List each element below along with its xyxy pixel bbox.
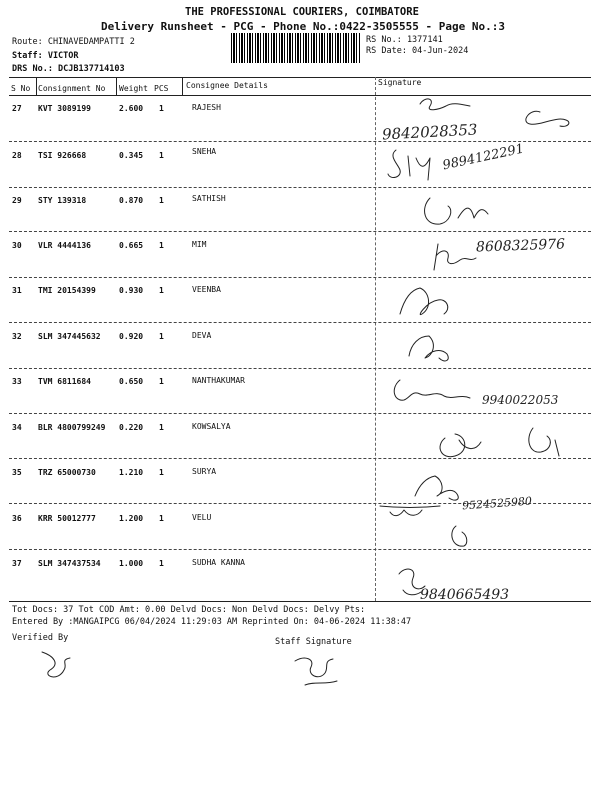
row-consignment: KRR 50012777 — [38, 514, 96, 523]
staff-label: Staff: VICTOR — [12, 51, 79, 61]
row-weight: 1.200 — [119, 514, 144, 523]
col-divider — [116, 77, 117, 95]
row-sno: 29 — [12, 196, 22, 205]
row-pcs: 1 — [159, 241, 164, 250]
signature-row-29 — [400, 188, 520, 233]
row-consignment: TMI 20154399 — [38, 286, 96, 295]
col-divider — [36, 77, 37, 95]
row-consignee: SATHISH — [192, 194, 226, 203]
row-pcs: 1 — [159, 377, 164, 386]
verified-by-label: Verified By — [12, 633, 69, 643]
row-consignee: RAJESH — [192, 103, 221, 112]
signature-row-36 — [370, 496, 470, 556]
row-consignee: DEVA — [192, 331, 212, 340]
row-pcs: 1 — [159, 196, 164, 205]
row-separator — [9, 277, 591, 278]
verified-by-signature — [30, 640, 90, 690]
handwritten-phone: 9940022053 — [482, 393, 559, 407]
row-pcs: 1 — [159, 514, 164, 523]
row-weight: 0.220 — [119, 423, 144, 432]
drs-number: DRS No.: DCJB137714103 — [12, 64, 125, 74]
row-weight: 2.600 — [119, 104, 144, 113]
row-consignment: SLM 347445632 — [38, 332, 101, 341]
col-header-signature: Signature — [378, 78, 422, 87]
row-sno: 35 — [12, 468, 22, 477]
row-consignment: TRZ 65000730 — [38, 468, 96, 477]
row-consignment: BLR 4800799249 — [38, 423, 106, 432]
row-separator — [9, 413, 591, 414]
row-sno: 30 — [12, 241, 22, 250]
row-consignee: SURYA — [192, 467, 217, 476]
row-weight: 0.920 — [119, 332, 144, 341]
row-consignee: SNEHA — [192, 147, 217, 156]
row-separator — [9, 322, 591, 323]
entered-by-line: Entered By :MANGAIPCG 06/04/2024 11:29:03 AM Reprinted On: 04-06-2024 11:38:47 — [12, 617, 412, 627]
row-weight: 0.650 — [119, 377, 144, 386]
staff-signature-label: Staff Signature — [275, 637, 352, 647]
row-weight: 0.665 — [119, 241, 144, 250]
row-weight: 0.930 — [119, 286, 144, 295]
row-sno: 31 — [12, 286, 22, 295]
signature-row-34 — [425, 420, 575, 465]
row-sno: 37 — [12, 559, 22, 568]
row-consignment: KVT 3089199 — [38, 104, 91, 113]
company-title: THE PROFESSIONAL COURIERS, COIMBATORE — [185, 6, 419, 18]
col-header-consignment: Consignment No — [38, 84, 106, 93]
row-consignment: TVM 6811684 — [38, 377, 91, 386]
row-separator — [9, 549, 591, 550]
row-separator — [9, 368, 591, 369]
row-weight: 1.000 — [119, 559, 144, 568]
handwritten-phone: 9894122291 — [441, 141, 526, 174]
handwritten-phone: 8608325976 — [475, 236, 566, 256]
row-consignment: SLM 347437534 — [38, 559, 101, 568]
row-weight: 0.870 — [119, 196, 144, 205]
row-weight: 0.345 — [119, 151, 144, 160]
barcode — [231, 33, 361, 63]
row-consignee: NANTHAKUMAR — [192, 376, 245, 385]
rs-date: RS Date: 04-Jun-2024 — [366, 46, 469, 56]
totals-line: Tot Docs: 37 Tot COD Amt: 0.00 Delvd Docs: Non Delvd Docs: Delvy Pts: — [12, 605, 366, 615]
row-weight: 1.210 — [119, 468, 144, 477]
row-consignee: MIM — [192, 240, 207, 249]
handwritten-phone: 9842028353 — [381, 120, 478, 144]
row-sno: 32 — [12, 332, 22, 341]
row-pcs: 1 — [159, 104, 164, 113]
route-label: Route: CHINAVEDAMPATTI 2 — [12, 37, 135, 47]
row-pcs: 1 — [159, 151, 164, 160]
row-pcs: 1 — [159, 332, 164, 341]
row-sno: 27 — [12, 104, 22, 113]
staff-signature — [285, 645, 355, 695]
table-top-border — [9, 77, 591, 78]
row-consignee: KOWSALYA — [192, 422, 231, 431]
handwritten-phone: 9524525980 — [461, 494, 533, 513]
handwritten-phone: 9840665493 — [420, 587, 510, 603]
row-pcs: 1 — [159, 286, 164, 295]
row-consignee: VEENBA — [192, 285, 221, 294]
col-header-pcs: PCS — [154, 84, 169, 93]
col-header-consignee: Consignee Details — [186, 81, 268, 90]
row-pcs: 1 — [159, 468, 164, 477]
rs-number: RS No.: 1377141 — [366, 35, 443, 45]
row-sno: 34 — [12, 423, 22, 432]
row-pcs: 1 — [159, 559, 164, 568]
signature-row-32 — [395, 326, 485, 368]
row-consignee: SUDHA KANNA — [192, 558, 245, 567]
col-divider — [182, 77, 183, 95]
signature-row-30 — [380, 236, 480, 276]
row-sno: 28 — [12, 151, 22, 160]
row-consignment: TSI 926668 — [38, 151, 87, 160]
row-pcs: 1 — [159, 423, 164, 432]
row-consignment: VLR 4444136 — [38, 241, 91, 250]
row-consignment: STY 139318 — [38, 196, 87, 205]
row-sno: 33 — [12, 377, 22, 386]
col-header-sno: S No — [11, 84, 31, 93]
col-header-weight: Weight — [119, 84, 148, 93]
row-consignee: VELU — [192, 513, 212, 522]
runsheet-subtitle: Delivery Runsheet - PCG - Phone No.:0422-3505555 - Page No.:3 — [101, 20, 505, 33]
signature-row-31 — [380, 280, 480, 322]
row-sno: 36 — [12, 514, 22, 523]
